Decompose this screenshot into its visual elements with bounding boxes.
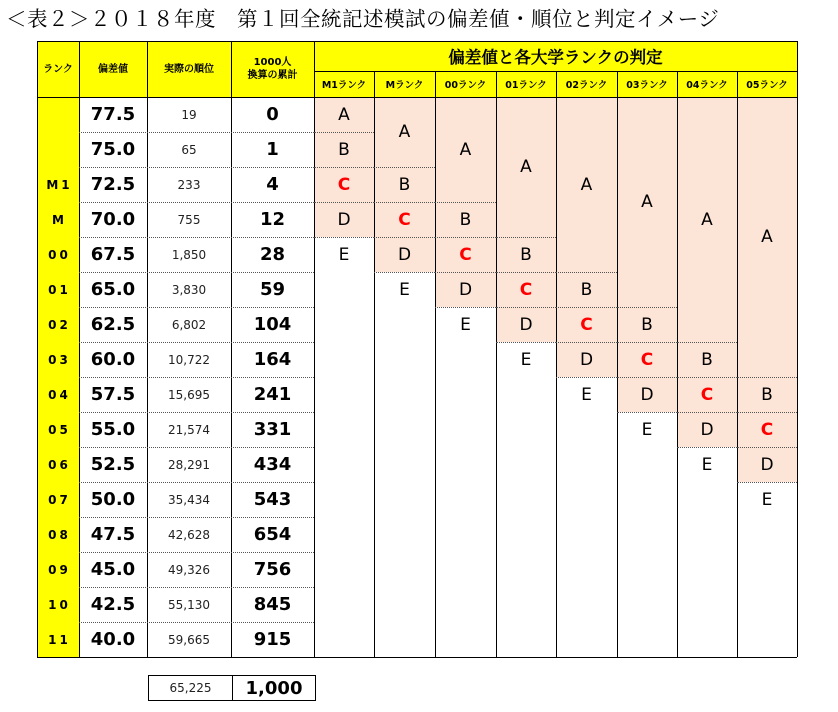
- cumulative-value: 241: [253, 384, 292, 405]
- grade-separator: [677, 342, 737, 343]
- grade-cell: E: [701, 454, 713, 475]
- grade-separator: [496, 307, 556, 308]
- actual-order-value: 6,802: [171, 317, 207, 332]
- rank-label: 07: [48, 492, 71, 507]
- grade-separator: [556, 342, 617, 343]
- grade-cell: B: [580, 279, 593, 300]
- cumulative-value: 12: [259, 209, 286, 230]
- rank-label: 10: [48, 597, 71, 612]
- deviation-value: 40.0: [90, 629, 136, 650]
- rank-label: 06: [48, 457, 71, 472]
- header-university-rank: 01ランク: [496, 71, 556, 97]
- grade-cell: A: [761, 227, 773, 247]
- row-separator: [79, 482, 314, 483]
- header-university-rank: 04ランク: [677, 71, 737, 97]
- grade-separator: [314, 167, 374, 168]
- deviation-value: 45.0: [90, 559, 136, 580]
- actual-order-value: 55,130: [168, 597, 210, 612]
- cumulative-value: 845: [253, 594, 292, 615]
- actual-order-value: 755: [177, 212, 201, 227]
- actual-order-value: 15,695: [168, 387, 210, 402]
- grade-cell: C: [398, 209, 411, 230]
- grade-cell: B: [338, 139, 350, 160]
- cumulative-value: 331: [253, 419, 292, 440]
- border-line: [677, 71, 678, 657]
- header-rank: ランク: [37, 41, 79, 97]
- actual-order-value: 3,830: [171, 282, 207, 297]
- grade-separator: [677, 412, 737, 413]
- deviation-value: 77.5: [90, 104, 136, 125]
- actual-order-value: 49,326: [168, 562, 210, 577]
- grade-cell: C: [459, 244, 472, 265]
- row-separator: [79, 377, 314, 378]
- grade-cell: A: [520, 157, 532, 177]
- actual-order-value: 10,722: [168, 352, 210, 367]
- grade-separator: [435, 202, 496, 203]
- total-order-value: 65,225: [148, 675, 233, 701]
- row-separator: [79, 167, 314, 168]
- border-line: [37, 41, 38, 657]
- grade-separator: [314, 202, 374, 203]
- border-line: [37, 41, 797, 42]
- cumulative-value: 4: [266, 174, 279, 195]
- grade-separator: [314, 237, 374, 238]
- actual-order-value: 59,665: [168, 632, 210, 647]
- border-line: [435, 71, 436, 657]
- grade-cell: E: [520, 349, 532, 370]
- border-line: [147, 41, 148, 657]
- header-university-rank: M1ランク: [314, 71, 374, 97]
- grade-cell: B: [459, 209, 472, 230]
- grade-cell: B: [398, 174, 411, 195]
- border-line: [737, 71, 738, 657]
- grade-separator: [374, 272, 435, 273]
- grade-separator: [617, 377, 677, 378]
- grade-cell: A: [459, 139, 472, 160]
- grade-cell: A: [701, 209, 713, 230]
- rank-label: 04: [48, 387, 71, 402]
- grade-separator: [496, 272, 556, 273]
- cumulative-value: 915: [253, 629, 292, 650]
- grade-cell: D: [519, 314, 533, 335]
- grade-cell: D: [640, 384, 654, 405]
- grade-cell: E: [460, 314, 471, 335]
- actual-order-value: 28,291: [168, 457, 210, 472]
- border-line: [231, 41, 232, 657]
- actual-order-value: 65: [181, 142, 197, 157]
- cumulative-value: 28: [259, 244, 286, 265]
- grade-separator: [556, 272, 617, 273]
- border-line: [617, 71, 618, 657]
- grade-separator: [677, 377, 737, 378]
- grade-separator: [374, 167, 435, 168]
- grade-separator: [677, 447, 737, 448]
- page-title: ＜表２＞２０１８年度 第１回全統記述模試の偏差値・順位と判定イメージ: [6, 7, 720, 31]
- grade-cell: B: [761, 384, 773, 405]
- row-separator: [79, 307, 314, 308]
- grade-cell: A: [338, 104, 350, 125]
- grade-cell: C: [640, 349, 654, 370]
- grade-cell: D: [337, 209, 351, 230]
- rank-label: 05: [48, 422, 71, 437]
- grade-cell: A: [398, 122, 411, 142]
- border-line: [37, 97, 797, 98]
- border-line: [314, 41, 315, 657]
- header-cumulative-line: 1000人: [253, 57, 292, 68]
- grade-cell: D: [397, 244, 412, 265]
- deviation-value: 75.0: [90, 139, 136, 160]
- border-line: [79, 41, 80, 657]
- border-line: [797, 41, 798, 657]
- border-line: [556, 71, 557, 657]
- grade-cell: B: [520, 244, 532, 265]
- deviation-value: 67.5: [90, 244, 136, 265]
- grade-cell: E: [641, 419, 653, 440]
- row-separator: [79, 132, 314, 133]
- total-cumulative-value: 1,000: [232, 675, 316, 701]
- grade-separator: [435, 272, 496, 273]
- grade-separator: [374, 202, 435, 203]
- grade-separator: [314, 132, 374, 133]
- grade-separator: [435, 237, 496, 238]
- header-judgement-title: 偏差値と各大学ランクの判定: [314, 41, 797, 71]
- grade-cell: D: [458, 279, 473, 300]
- grade-cell: D: [700, 419, 714, 440]
- cumulative-value: 59: [259, 279, 286, 300]
- deviation-value: 60.0: [90, 349, 136, 370]
- border-line: [37, 657, 797, 658]
- grade-cell: E: [581, 384, 592, 405]
- grade-cell: D: [579, 349, 594, 370]
- header-university-rank: 00ランク: [435, 71, 496, 97]
- cumulative-value: 0: [266, 104, 279, 125]
- border-line: [374, 71, 375, 657]
- deviation-value: 57.5: [90, 384, 136, 405]
- grade-separator: [496, 342, 556, 343]
- grade-cell: C: [760, 419, 774, 440]
- grade-cell: E: [399, 279, 410, 300]
- grade-cell: B: [641, 314, 653, 335]
- grade-separator: [374, 237, 435, 238]
- row-separator: [79, 237, 314, 238]
- deviation-value: 72.5: [90, 174, 136, 195]
- grade-cell: E: [338, 244, 350, 265]
- grade-separator: [496, 237, 556, 238]
- grade-separator: [435, 307, 496, 308]
- row-separator: [79, 622, 314, 623]
- row-separator: [79, 202, 314, 203]
- grade-separator: [737, 412, 797, 413]
- deviation-value: 70.0: [90, 209, 136, 230]
- deviation-value: 42.5: [90, 594, 136, 615]
- actual-order-value: 21,574: [168, 422, 210, 437]
- cumulative-value: 756: [253, 559, 292, 580]
- deviation-value: 55.0: [90, 419, 136, 440]
- actual-order-value: 35,434: [168, 492, 210, 507]
- header-university-rank: Mランク: [374, 71, 435, 97]
- grade-separator: [737, 447, 797, 448]
- actual-order-value: 19: [181, 107, 197, 122]
- cumulative-value: 434: [253, 454, 292, 475]
- deviation-value: 52.5: [90, 454, 136, 475]
- cumulative-value: 543: [253, 489, 292, 510]
- grade-separator: [737, 377, 797, 378]
- grade-separator: [556, 307, 617, 308]
- border-line: [496, 71, 497, 657]
- grade-cell: A: [580, 174, 593, 195]
- rank-label: 09: [48, 562, 71, 577]
- row-separator: [79, 587, 314, 588]
- header-deviation: 偏差値: [79, 41, 147, 97]
- actual-order-value: 1,850: [171, 247, 207, 262]
- deviation-value: 50.0: [90, 489, 136, 510]
- grade-cell: A: [641, 192, 653, 212]
- grade-separator: [617, 342, 677, 343]
- cumulative-value: 164: [253, 349, 292, 370]
- header-university-rank: 03ランク: [617, 71, 677, 97]
- grade-cell: D: [760, 454, 774, 475]
- header-university-rank: 05ランク: [737, 71, 797, 97]
- row-separator: [79, 447, 314, 448]
- grade-separator: [556, 377, 617, 378]
- grade-cell: B: [701, 349, 713, 370]
- rank-label: 11: [48, 632, 71, 647]
- rank-label: 08: [48, 527, 71, 542]
- header-cumulative-line: 換算の累計: [247, 70, 298, 81]
- row-separator: [79, 517, 314, 518]
- row-separator: [79, 552, 314, 553]
- grade-cell: E: [761, 489, 773, 510]
- header-cumulative: [231, 41, 314, 97]
- rank-label: 03: [48, 352, 71, 367]
- actual-order-value: 42,628: [168, 527, 210, 542]
- rank-label: M1: [46, 177, 73, 192]
- header-university-rank: 02ランク: [556, 71, 617, 97]
- row-separator: [79, 342, 314, 343]
- deviation-value: 47.5: [90, 524, 136, 545]
- deviation-value: 65.0: [90, 279, 136, 300]
- rank-label: 00: [48, 247, 71, 262]
- grade-cell: C: [519, 279, 533, 300]
- cumulative-value: 1: [266, 139, 279, 160]
- rank-label: M: [52, 212, 67, 227]
- grade-separator: [617, 412, 677, 413]
- deviation-value: 62.5: [90, 314, 136, 335]
- grade-cell: C: [580, 314, 593, 335]
- rank-label: 01: [48, 282, 71, 297]
- actual-order-value: 233: [177, 177, 201, 192]
- row-separator: [79, 412, 314, 413]
- grade-separator: [617, 307, 677, 308]
- rank-label: 02: [48, 317, 71, 332]
- grade-cell: C: [700, 384, 714, 405]
- grade-cell: C: [337, 174, 351, 195]
- header-actual-order: 実際の順位: [147, 41, 231, 97]
- cumulative-value: 654: [253, 524, 292, 545]
- row-separator: [79, 272, 314, 273]
- grade-separator: [737, 482, 797, 483]
- cumulative-value: 104: [253, 314, 292, 335]
